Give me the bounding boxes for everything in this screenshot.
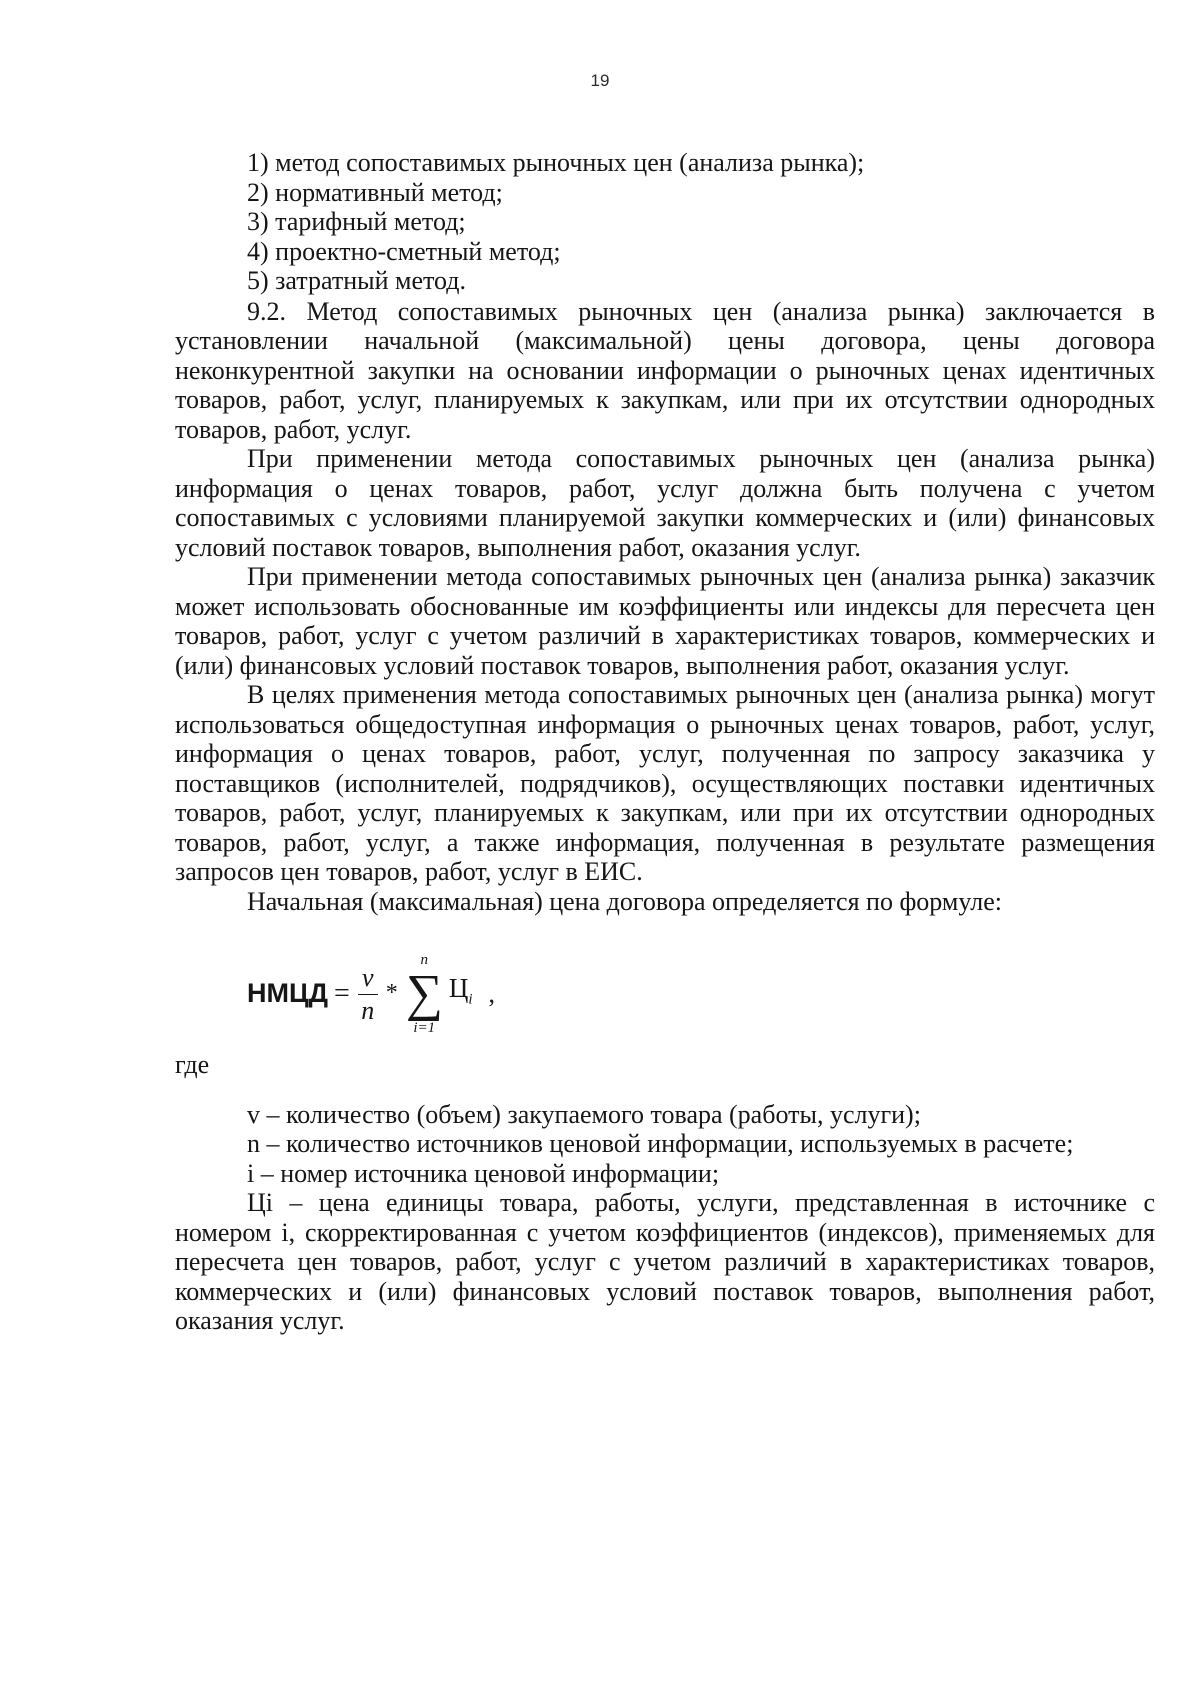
nmcd-formula	[247, 948, 1155, 1040]
formula-intro: Начальная (максимальная) цена договора определяется по формуле:	[247, 886, 1002, 916]
paragraph: При применении метода сопоставимых рыночных цен (анализа рынка) заказчик может использовать обоснованные им коэффициенты или индексы для пересчета цен товаров, работ, услуг с учетом различий в характеристиках товаров, коммерческих и (или) финансовых условий поставок товаров, выполнения работ, оказания услуг.	[175, 562, 1155, 680]
term-subscript: i	[468, 990, 473, 1007]
term-symbol: Ц	[448, 972, 469, 1003]
formula-term	[449, 974, 473, 1015]
where-label: где	[175, 1050, 210, 1079]
paragraph-9-2: 9.2. Метод сопоставимых рыночных цен (анализа рынка) заключается в установлении начальной (максимальной) цены договора, цены договора неконкурентной закупки на основании информации о рыночных ценах идентичных товаров, работ, услуг, планируемых к закупкам, или при их отсутствии однородных товаров, работ, услуг.	[175, 296, 1155, 444]
formula-lhs: НМЦД	[247, 978, 328, 1009]
fraction-bar	[358, 994, 378, 995]
summation	[406, 951, 443, 1037]
list-item: 5) затратный метод.	[247, 266, 466, 295]
page-number: 19	[590, 71, 610, 90]
sum-upper-limit: n	[420, 952, 429, 968]
formula-multiply: *	[385, 980, 398, 1007]
definition-n: n – количество источников ценовой информации, используемых в расчете;	[247, 1129, 1074, 1158]
fraction-denominator: n	[361, 995, 375, 1025]
definition-i: i – номер источника ценовой информации;	[247, 1158, 720, 1188]
document-body	[175, 148, 1155, 1336]
formula-equals: =	[333, 978, 350, 1010]
sum-lower-limit: i=1	[413, 1020, 436, 1036]
definition-v: v – количество (объем) закупаемого товара (работы, услуги);	[247, 1099, 921, 1129]
fraction-numerator: v	[361, 962, 374, 992]
list-item: 3) тарифный метод;	[247, 207, 466, 236]
paragraph: В целях применения метода сопоставимых рыночных цен (анализа рынка) могут использоваться общедоступная информация о рыночных ценах товаров, работ, услуг, информация о ценах товаров, работ, услуг, полученная по запросу заказчика у поставщиков (исполнителей, подрядчиков), осуществляющих поставки идентичных товаров, работ, услуг, планируемых к закупкам, или при их отсутствии однородных товаров, работ, услуг, а также информация, полученная в результате размещения запросов цен товаров, работ, услуг в ЕИС.	[175, 680, 1155, 886]
formula-comma: ,	[488, 979, 495, 1009]
sigma-icon: ∑	[405, 965, 443, 1022]
methods-list	[247, 148, 1155, 296]
list-item: 1) метод сопоставимых рыночных цен (анализа рынка);	[247, 148, 865, 177]
list-item: 2) нормативный метод;	[247, 177, 503, 207]
list-item: 4) проектно-сметный метод;	[247, 236, 561, 266]
definition-ci: Цi – цена единицы товара, работы, услуги, представленная в источнике с номером i, скорректированная с учетом коэффициентов (индексов), применяемых для пересчета цен товаров, работ, услуг с учетом различий в характеристиках товаров, коммерческих и (или) финансовых условий поставок товаров, выполнения работ, оказания услуг.	[175, 1188, 1155, 1335]
paragraph: При применении метода сопоставимых рыночных цен (анализа рынка) информация о ценах товаров, работ, услуг должна быть получена с учетом сопоставимых с условиями планируемой закупки коммерческих и (или) финансовых условий поставок товаров, выполнения работ, оказания услуг.	[175, 444, 1155, 562]
formula-fraction	[358, 962, 378, 1025]
